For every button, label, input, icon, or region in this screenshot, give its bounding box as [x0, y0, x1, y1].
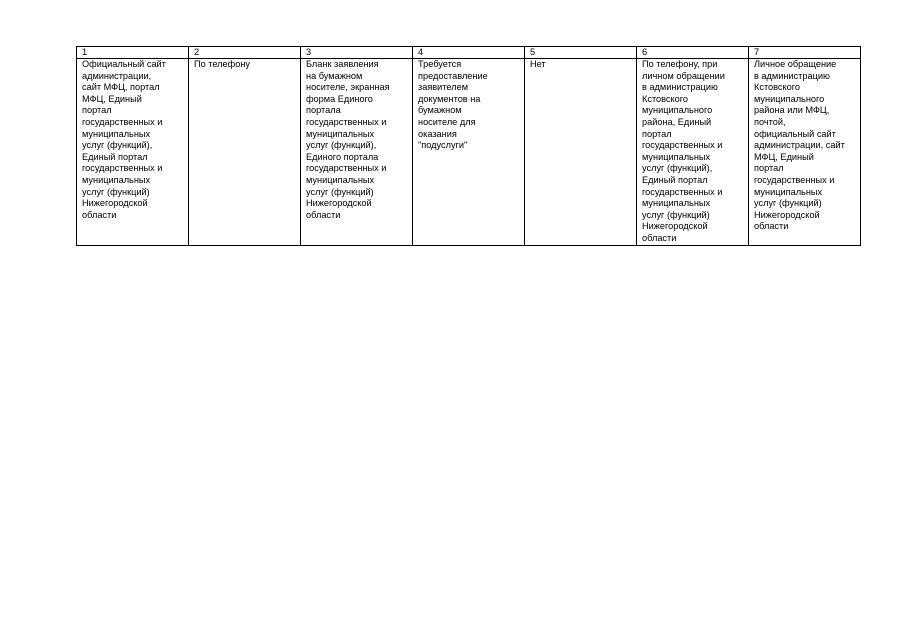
header-cell-5: 5 — [525, 47, 637, 59]
header-cell-1: 1 — [77, 47, 189, 59]
header-cell-4: 4 — [413, 47, 525, 59]
services-table — [76, 46, 861, 246]
cell-text: Бланк заявления на бумажном носителе, экранная форма Единого портала государственных и муниципальных услуг (функций), Единого портала государственных и муниципальных услуг (функций) Нижегородской области — [306, 59, 390, 220]
cell-text: Официальный сайт администрации, сайт МФЦ, портал МФЦ, Единый портал государственных и муниципальных услуг (функций), Единый портал государственных и муниципальных услуг (функций) Нижегородской области — [82, 59, 166, 220]
table-cell-application-form — [301, 59, 413, 246]
table-cell-appeal-methods — [749, 59, 861, 246]
header-cell-7: 7 — [749, 47, 861, 59]
table-cell-paper-documents — [413, 59, 525, 246]
header-cell-2: 2 — [189, 47, 301, 59]
table-row — [77, 59, 861, 246]
cell-text: Требуется предоставление заявителем документов на бумажном носителе для оказания "подуслуги" — [418, 59, 488, 151]
cell-text: По телефону — [194, 59, 250, 69]
table-cell-no — [525, 59, 637, 246]
cell-text: Личное обращение в администрацию Кстовского муниципального района или МФЦ, почтой, официальный сайт администрации, сайт МФЦ, Единый портал государственных и муниципальных услуг (функций) Нижегородской области — [754, 59, 845, 232]
table-cell-status-methods — [637, 59, 749, 246]
header-cell-6: 6 — [637, 47, 749, 59]
header-cell-3: 3 — [301, 47, 413, 59]
table-cell-contact-method — [189, 59, 301, 246]
table-header-row — [77, 47, 861, 59]
cell-text: По телефону, при личном обращении в администрацию Кстовского муниципального района, Единый портал государственных и муниципальных услуг (функций), Единый портал государственных и муниципальных услуг (функций) Нижегородской области — [642, 59, 725, 243]
table-cell-info-sources — [77, 59, 189, 246]
cell-text: Нет — [530, 59, 546, 69]
